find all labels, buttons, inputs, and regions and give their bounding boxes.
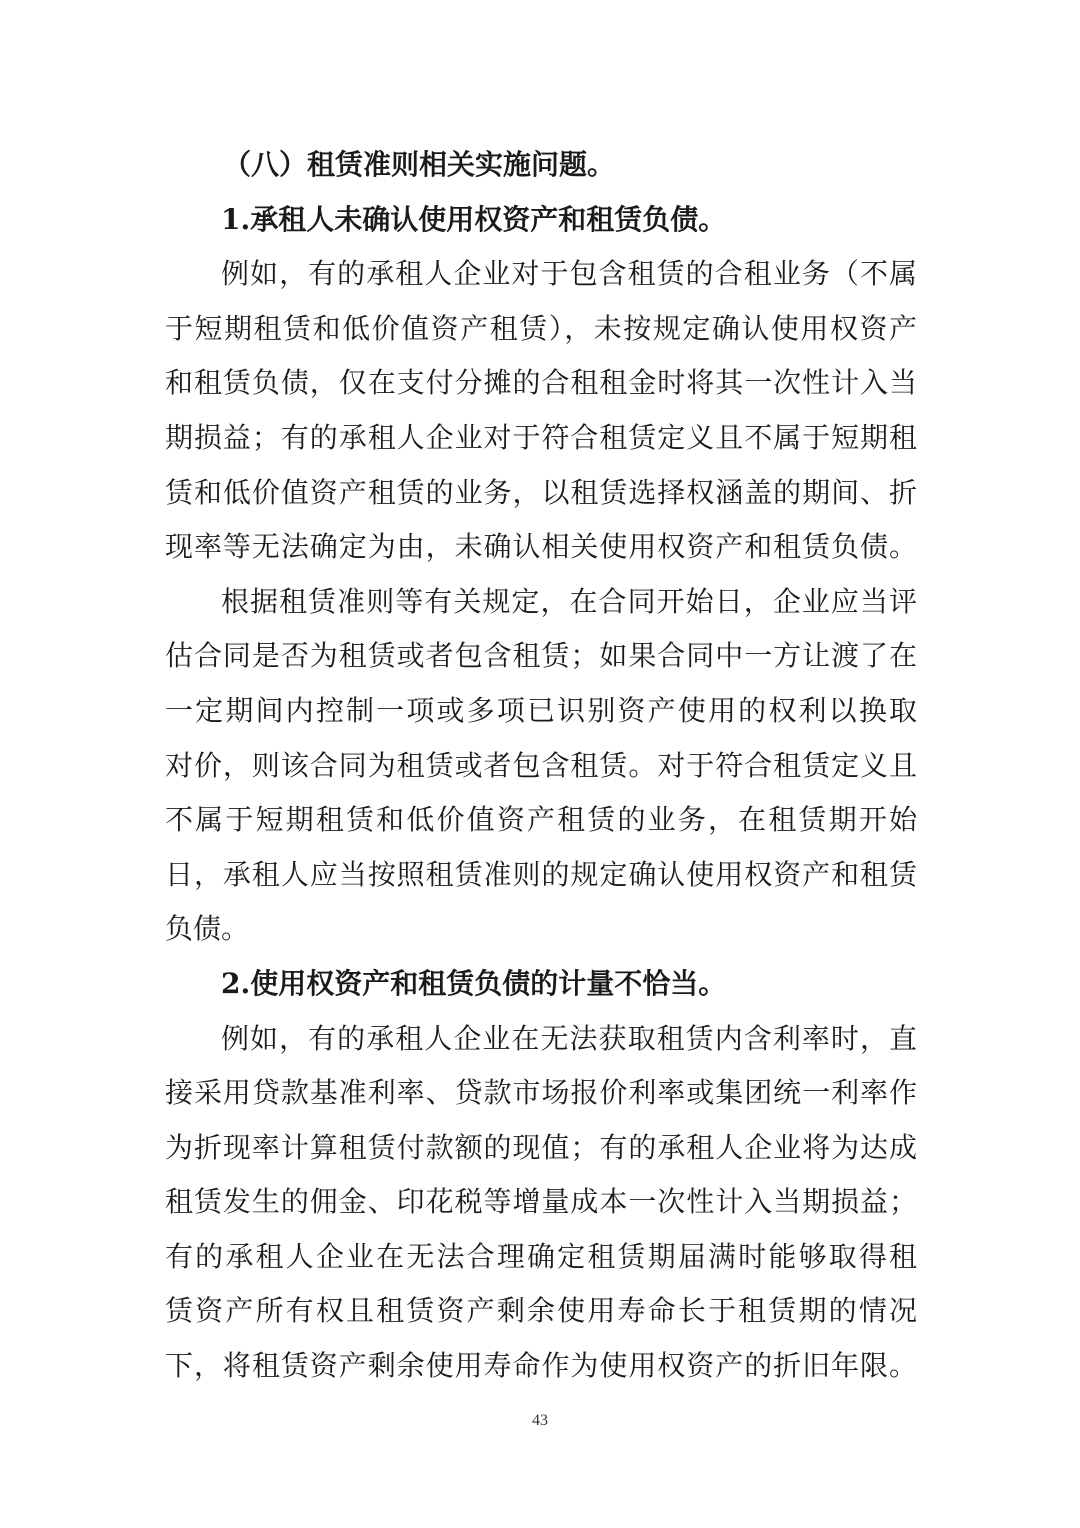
paragraph-line: 租赁发生的佣金、印花税等增量成本一次性计入当期损益； [165,1185,917,1219]
sub-heading-1: 1.承租人未确认使用权资产和租赁负债。 [221,202,727,236]
paragraph-line: 日，承租人应当按照租赁准则的规定确认使用权资产和租赁 [165,857,917,891]
sub-heading-2: 2.使用权资产和租赁负债的计量不恰当。 [221,966,727,1000]
paragraph-line: 现率等无法确定为由，未确认相关使用权资产和租赁负债。 [165,530,917,564]
page-number: 43 [532,1412,548,1429]
paragraph-line: 不属于短期租赁和低价值资产租赁的业务，在租赁期开始 [165,803,917,837]
paragraph-line: 期损益；有的承租人企业对于符合租赁定义且不属于短期租 [165,420,917,454]
paragraph-line: 下，将租赁资产剩余使用寿命作为使用权资产的折旧年限。 [165,1349,917,1383]
paragraph-line: 例如，有的承租人企业对于包含租赁的合租业务（不属 [221,257,917,291]
paragraph-line: 例如，有的承租人企业在无法获取租赁内含利率时，直 [221,1021,917,1055]
paragraph-line: 负债。 [165,912,250,946]
paragraph-line: 赁和低价值资产租赁的业务，以租赁选择权涵盖的期间、折 [165,475,917,509]
paragraph-line: 估合同是否为租赁或者包含租赁；如果合同中一方让渡了在 [165,639,917,673]
document-page [165,138,917,1394]
paragraph-2 [165,575,917,957]
paragraph-line: 和租赁负债，仅在支付分摊的合租租金时将其一次性计入当 [165,366,917,400]
paragraph-line: 于短期租赁和低价值资产租赁），未按规定确认使用权资产 [165,311,917,345]
paragraph-line: 根据租赁准则等有关规定，在合同开始日，企业应当评 [221,584,917,618]
paragraph-line: 对价，则该合同为租赁或者包含租赁。对于符合租赁定义且 [165,748,917,782]
paragraph-line: 一定期间内控制一项或多项已识别资产使用的权利以换取 [165,693,917,727]
paragraph-line: 赁资产所有权且租赁资产剩余使用寿命长于租赁期的情况 [165,1294,917,1328]
paragraph-line: 有的承租人企业在无法合理确定租赁期届满时能够取得租 [165,1239,917,1273]
section-heading: （八）租赁准则相关实施问题。 [223,148,616,181]
paragraph-1 [165,247,917,575]
paragraph-line: 为折现率计算租赁付款额的现值；有的承租人企业将为达成 [165,1130,917,1164]
paragraph-3 [165,1012,917,1394]
paragraph-line: 接采用贷款基准利率、贷款市场报价利率或集团统一利率作 [165,1076,917,1110]
